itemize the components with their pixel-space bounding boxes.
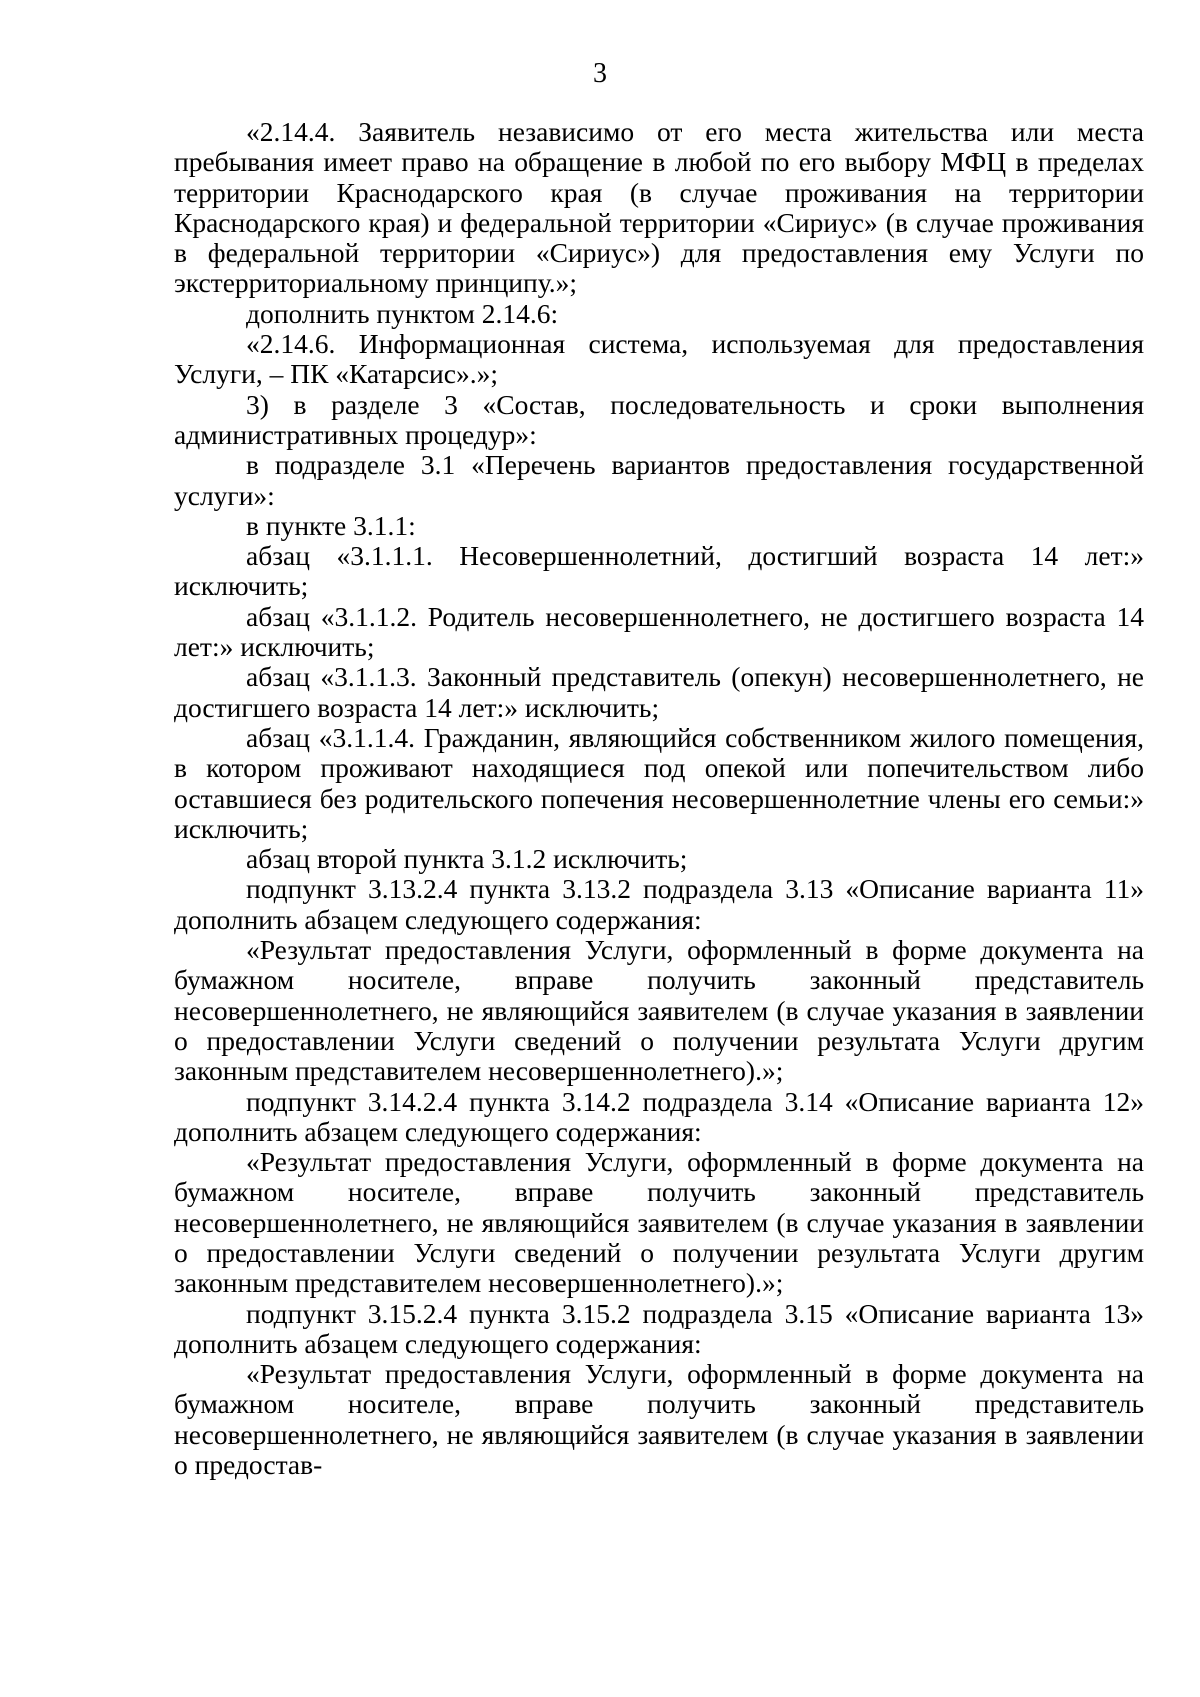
paragraph: «Результат предоставления Услуги, оформленный в форме документа на бумажном носителе, вправе получить законный представитель несовершеннолетнего, не являющийся заявителем (в случае указания в заявлении о предостав-: [174, 1358, 1144, 1481]
paragraph: абзац «3.1.1.2. Родитель несовершеннолетнего, не достигшего возраста 14 лет:» исключить;: [174, 600, 1144, 663]
paragraph: дополнить пунктом 2.14.6:: [246, 297, 559, 329]
paragraph: «Результат предоставления Услуги, оформленный в форме документа на бумажном носителе, вправе получить законный представитель несовершеннолетнего, не являющийся заявителем (в случае указания в заявлении о предоставлении Услуги сведений о получении результата Услуги другим законным представителем несовершеннолетнего).»;: [174, 934, 1144, 1087]
paragraph: подпункт 3.13.2.4 пункта 3.13.2 подраздела 3.13 «Описание варианта 11» дополнить абзацем следующего содержания:: [174, 873, 1144, 935]
paragraph: «Результат предоставления Услуги, оформленный в форме документа на бумажном носителе, вправе получить законный представитель несовершеннолетнего, не являющийся заявителем (в случае указания в заявлении о предоставлении Услуги сведений о получении результата Услуги другим законным представителем несовершеннолетнего).»;: [174, 1146, 1144, 1299]
paragraph: 3) в разделе 3 «Состав, последовательность и сроки выполнения административных процедур»:: [174, 388, 1144, 450]
paragraph: «2.14.6. Информационная система, используемая для предоставления Услуги, – ПК «Катарсис».»;: [174, 328, 1144, 390]
paragraph: в пункте 3.1.1:: [246, 509, 416, 541]
paragraph: абзац «3.1.1.1. Несовершеннолетний, достигший возраста 14 лет:» исключить;: [174, 540, 1144, 602]
paragraph: в подразделе 3.1 «Перечень вариантов предоставления государственной услуги»:: [174, 449, 1144, 511]
paragraph: «2.14.4. Заявитель независимо от его места жительства или места пребывания имеет право на обращение в любой по его выбору МФЦ в пределах территории Краснодарского края (в случае проживания на территории Краснодарского края) и федеральной территории «Сириус» (в случае проживания в федеральной территории «Сириус») для предоставления ему Услуги по экстерриториальному принципу.»;: [174, 116, 1144, 299]
paragraph: подпункт 3.15.2.4 пункта 3.15.2 подраздела 3.15 «Описание варианта 13» дополнить абзацем следующего содержания:: [174, 1297, 1144, 1359]
paragraph: абзац второй пункта 3.1.2 исключить;: [246, 843, 688, 875]
page-number: 3: [593, 58, 607, 89]
document-body: [174, 117, 1144, 1480]
paragraph: абзац «3.1.1.4. Гражданин, являющийся собственником жилого помещения, в котором проживают находящиеся под опекой или попечительством либо оставшиеся без родительского попечения несовершеннолетние члены его семьи:» исключить;: [174, 721, 1144, 844]
paragraph: абзац «3.1.1.3. Законный представитель (опекун) несовершеннолетнего, не достигшего возраста 14 лет:» исключить;: [174, 661, 1144, 723]
paragraph: подпункт 3.14.2.4 пункта 3.14.2 подраздела 3.14 «Описание варианта 12» дополнить абзацем следующего содержания:: [174, 1085, 1144, 1147]
